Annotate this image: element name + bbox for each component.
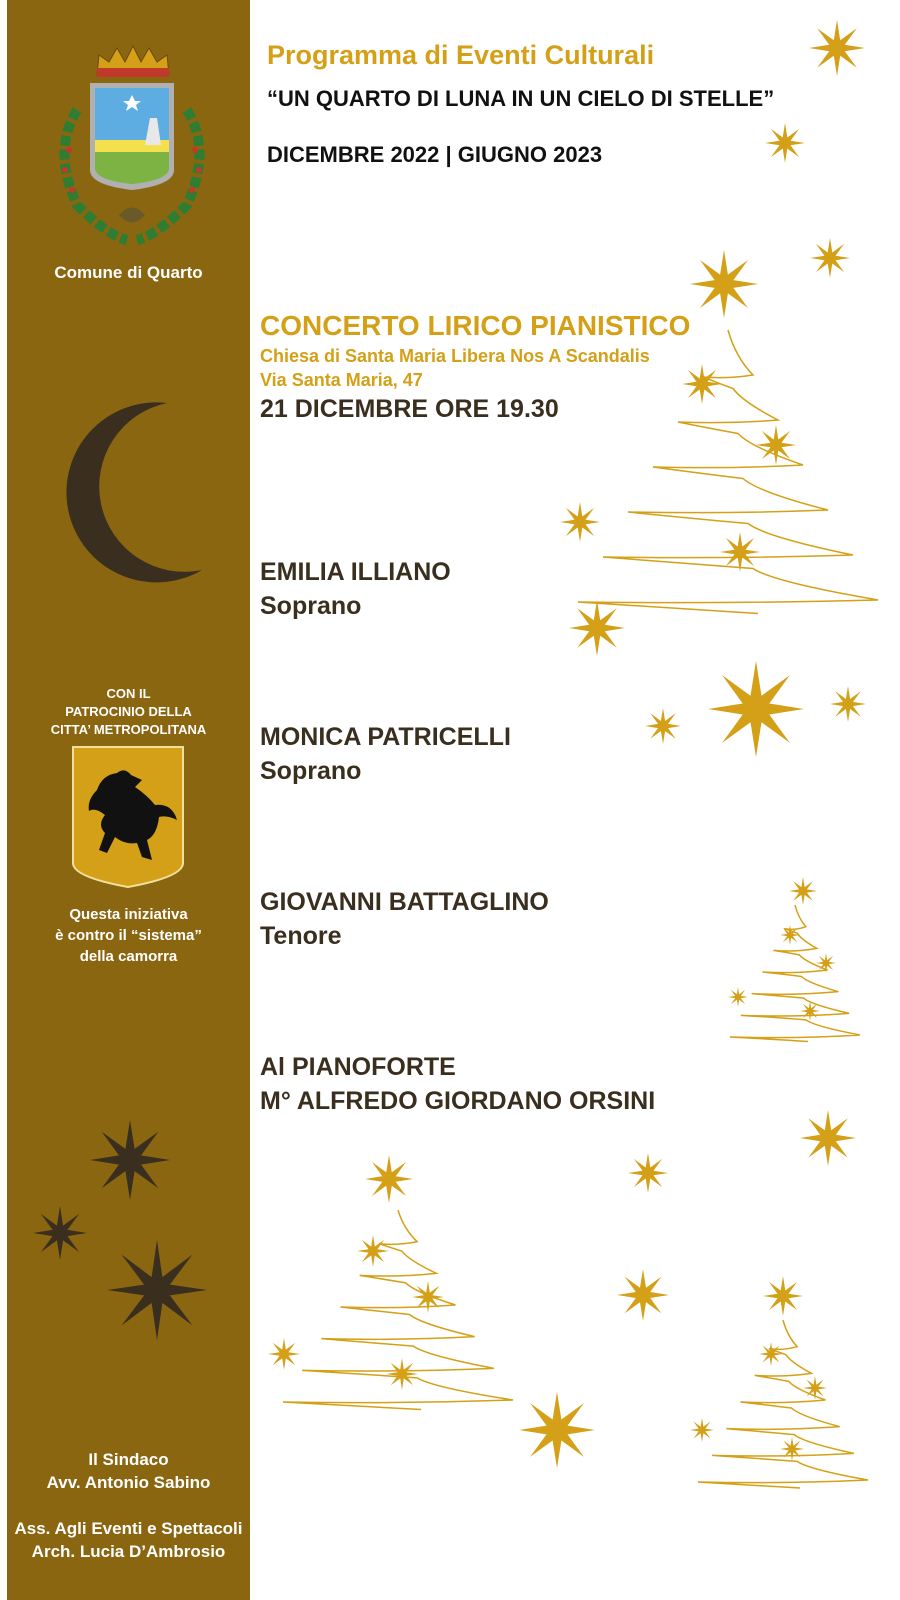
patronage-line-1: CON IL (106, 686, 151, 701)
councillor-title: Ass. Agli Eventi e Spettacoli (14, 1519, 243, 1538)
performer-name: EMILIA ILLIANO (260, 558, 451, 586)
event-name: CONCERTO LIRICO PIANISTICO (260, 310, 691, 341)
initiative-line-1: Questa iniziativa (69, 906, 188, 923)
initiative-line-3: della camorra (79, 948, 178, 965)
piano-label: Al PIANOFORTE (260, 1053, 456, 1081)
program-title: “UN QUARTO DI LUNA IN UN CIELO DI STELLE” (267, 86, 775, 111)
performer-role: Soprano (260, 757, 362, 785)
performer-name: MONICA PATRICELLI (260, 723, 511, 751)
patronage-line-2: PATROCINIO DELLA (65, 704, 192, 719)
event-datetime: 21 DICEMBRE ORE 19.30 (260, 395, 559, 423)
patronage-line-3: CITTA’ METROPOLITANA (50, 722, 207, 737)
performer-role: Tenore (260, 922, 342, 950)
municipality-name: Comune di Quarto (54, 263, 203, 282)
councillor-name: Arch. Lucia D’Ambrosio (31, 1542, 226, 1561)
program-period: DICEMBRE 2022 | GIUGNO 2023 (267, 142, 603, 167)
initiative-line-2: è contro il “sistema” (55, 927, 202, 944)
program-heading: Programma di Eventi Culturali (267, 40, 655, 70)
mayor-name: Avv. Antonio Sabino (46, 1473, 211, 1492)
performer-name: GIOVANNI BATTAGLINO (260, 888, 549, 916)
mayor-title: Il Sindaco (88, 1450, 169, 1469)
event-address: Via Santa Maria, 47 (260, 370, 423, 390)
event-venue: Chiesa di Santa Maria Libera Nos A Scandalis (260, 346, 650, 366)
performer-role: Soprano (260, 592, 362, 620)
pianist-name: M° ALFREDO GIORDANO ORSINI (260, 1087, 656, 1115)
